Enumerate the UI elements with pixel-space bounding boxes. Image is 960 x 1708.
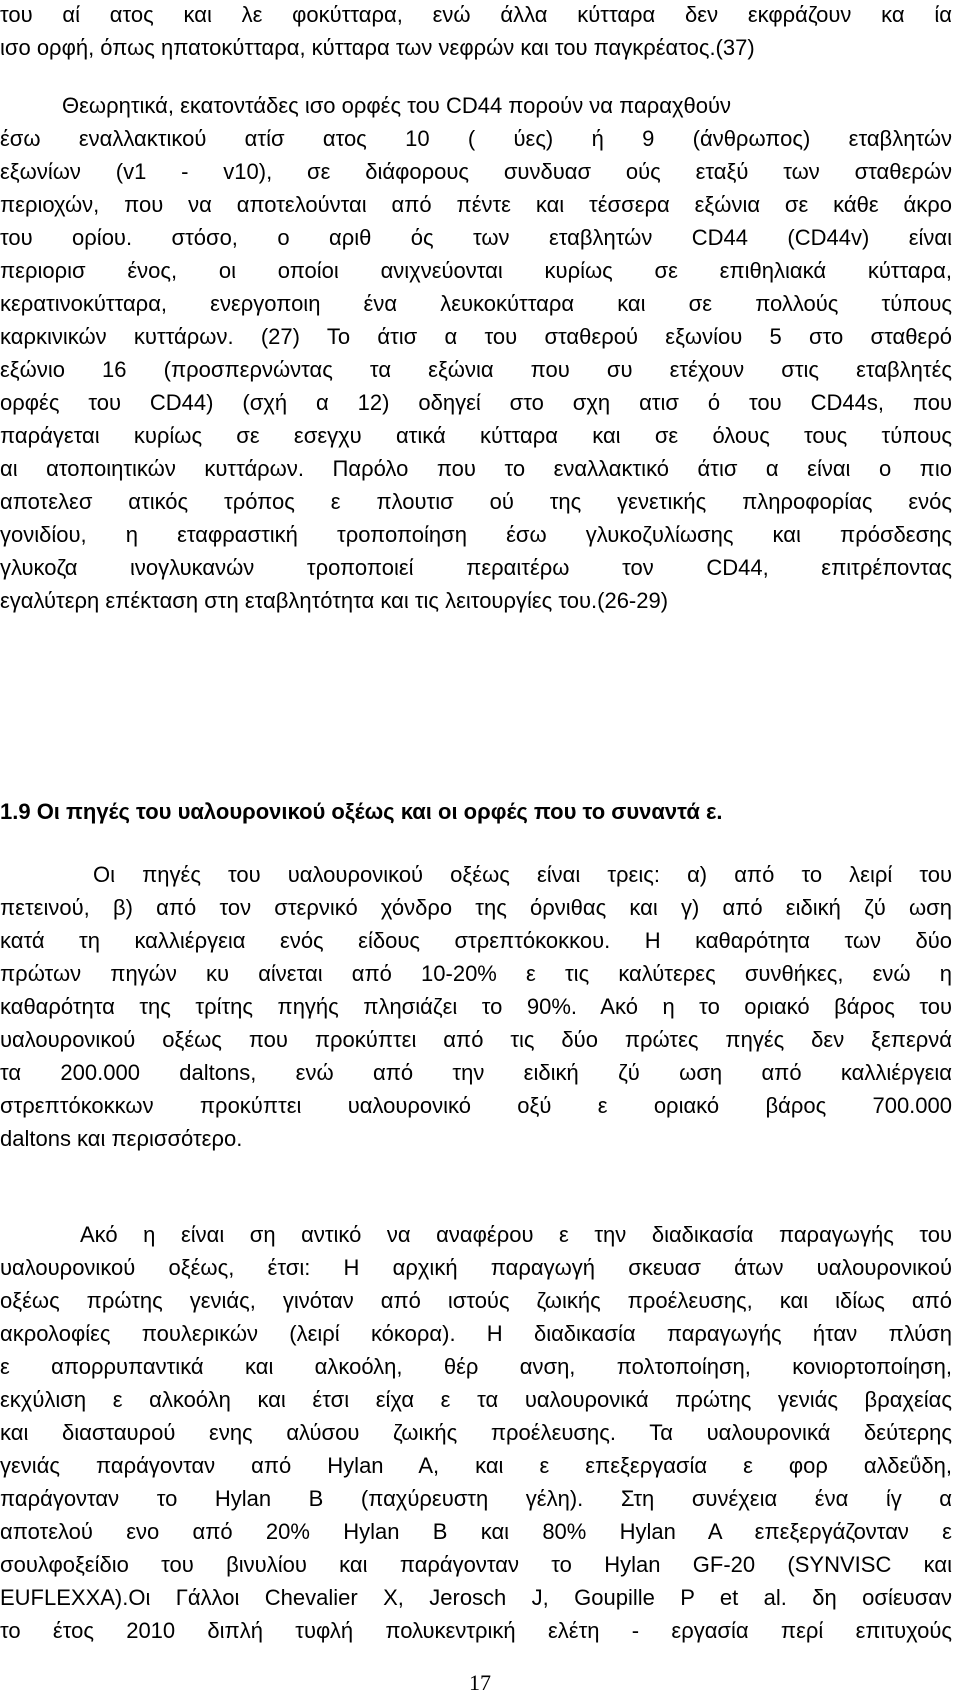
paragraph-4-line: ε απορρυπαντικά και αλκοόλη, θέρ ανση, πολτοποίηση, κονιορτοποίηση, xyxy=(0,1354,952,1379)
paragraph-1-line: του αί ατος και λε φοκύτταρα, ενώ άλλα κύτταρα δεν εκφράζουν κα ία xyxy=(0,2,952,27)
paragraph-4-line: αποτελού ενο από 20% Hylan B και 80% Hylan A επεξεργάζονταν ε xyxy=(0,1519,952,1544)
paragraph-2-line: Θεωρητικά, εκατοντάδες ισο ορφές του CD44 πορούν να παραχθούν xyxy=(62,93,732,118)
page-number: 17 xyxy=(469,1670,491,1695)
paragraph-2-line: παράγεται κυρίως σε εσεγχυ ατικά κύτταρα και σε όλους τους τύπους xyxy=(0,423,952,448)
paragraph-1-line: ισο ορφή, όπως ηπατοκύτταρα, κύτταρα των νεφρών και του παγκρέατος.(37) xyxy=(0,35,755,60)
paragraph-3-line: κατά τη καλλιέργεια ενός είδους στρεπτόκοκκου. Η καθαρότητα των δύο xyxy=(0,928,952,953)
paragraph-4-line: Ακό η είναι ση αντικό να αναφέρου ε την διαδικασία παραγωγής του xyxy=(80,1222,952,1247)
paragraph-2-line: του ορίου. στόσο, ο αριθ ός των εταβλητών CD44 (CD44v) είναι xyxy=(0,225,952,250)
paragraph-3-line: καθαρότητα της τρίτης πηγής πλησιάζει το 90%. Ακό η το οριακό βάρος του xyxy=(0,994,952,1019)
paragraph-4-line: γενιάς παράγονταν από Hylan A, και ε επεξεργασία ε φορ αλδεΰδη, xyxy=(0,1453,952,1478)
paragraph-2-line: αποτελεσ ατικός τρόπος ε πλουτισ ού της γενετικής πληροφορίας ενός xyxy=(0,489,952,514)
paragraph-2-line: κερατινοκύτταρα, ενεργοποιη ένα λευκοκύτταρα και σε πολλούς τύπους xyxy=(0,291,952,316)
paragraph-2-line: περιοχών, που να αποτελούνται από πέντε και τέσσερα εξώνια σε κάθε άκρο xyxy=(0,192,952,217)
paragraph-3-line: πετεινού, β) από τον στερνικό χόνδρο της όρνιθας και γ) από ειδική ζύ ωση xyxy=(0,895,952,920)
paragraph-2-line: έσω εναλλακτικού ατίσ ατος 10 ( ύες) ή 9 (άνθρωπος) εταβλητών xyxy=(0,126,952,151)
paragraph-2-line: ορφές του CD44) (σχή α 12) οδηγεί στο σχη ατισ ό του CD44s, που xyxy=(0,390,952,415)
paragraph-4-line: σουλφοξείδιο του βινυλίου και παράγονταν το Hylan GF-20 (SYNVISC και xyxy=(0,1552,952,1577)
paragraph-4-line: το έτος 2010 διπλή τυφλή πολυκεντρική ελέτη - εργασία περί επιτυχούς xyxy=(0,1618,952,1643)
paragraph-2-line: εξωνίων (v1 - v10), σε διάφορους συνδυασ ούς εταξύ των σταθερών xyxy=(0,159,952,184)
paragraph-4-line: υαλουρονικού οξέως, έτσι: Η αρχική παραγωγή σκευασ άτων υαλουρονικού xyxy=(0,1255,952,1280)
paragraph-4-line: ακρολοφίες πουλερικών (λειρί κόκορα). Η διαδικασία παραγωγής ήταν πλύση xyxy=(0,1321,952,1346)
paragraph-4-line: εκχύλιση ε αλκοόλη και έτσι είχα ε τα υαλουρονικά πρώτης γενιάς βραχείας xyxy=(0,1387,952,1412)
paragraph-2-line: γονιδίου, η εταφραστική τροποποίηση έσω γλυκοζυλίωσης και πρόσδεσης xyxy=(0,522,952,547)
paragraph-2-line: αι ατοποιητικών κυττάρων. Παρόλο που το εναλλακτικό άτισ α είναι ο πιο xyxy=(0,456,952,481)
paragraph-4-line: EUFLEXXA).Οι Γάλλοι Chevalier X, Jerosch J, Goupille P et al. δη οσίευσαν xyxy=(0,1585,952,1610)
paragraph-3-line: πρώτων πηγών κυ αίνεται από 10-20% ε τις καλύτερες συνθήκες, ενώ η xyxy=(0,961,952,986)
paragraph-2-line: καρκινικών κυττάρων. (27) Το άτισ α του σταθερού εξωνίου 5 στο σταθερό xyxy=(0,324,952,349)
paragraph-3-line: Οι πηγές του υαλουρονικού οξέως είναι τρεις: α) από το λειρί του xyxy=(93,862,952,887)
paragraph-4-line: παράγονταν το Hylan B (παχύρευστη γέλη). Στη συνέχεια ένα ίγ α xyxy=(0,1486,952,1511)
paragraph-4-line: οξέως πρώτης γενιάς, γινόταν από ιστούς ζωικής προέλευσης, και ιδίως από xyxy=(0,1288,952,1313)
paragraph-3-line: daltons και περισσότερο. xyxy=(0,1126,243,1151)
paragraph-2-line: εξώνιο 16 (προσπερνώντας τα εξώνια που συ ετέχουν στις εταβλητές xyxy=(0,357,952,382)
paragraph-3-line: τα 200.000 daltons, ενώ από την ειδική ζύ ωση από καλλιέργεια xyxy=(0,1060,952,1085)
section-heading: 1.9 Οι πηγές του υαλουρονικού οξέως και οι ορφές που το συναντά ε. xyxy=(0,799,723,824)
paragraph-3-line: στρεπτόκοκκων προκύπτει υαλουρονικό οξύ ε οριακό βάρος 700.000 xyxy=(0,1093,952,1118)
paragraph-2-line: εγαλύτερη επέκταση στη εταβλητότητα και τις λειτουργίες του.(26-29) xyxy=(0,588,669,613)
paragraph-4-line: και διασταυρού ενης αλύσου ζωικής προέλευσης. Τα υαλουρονικά δεύτερης xyxy=(0,1420,952,1445)
paragraph-2-line: περιορισ ένος, οι οποίοι ανιχνεύονται κυρίως σε επιθηλιακά κύτταρα, xyxy=(0,258,952,283)
paragraph-3-line: υαλουρονικού οξέως που προκύπτει από τις δύο πρώτες πηγές δεν ξεπερνά xyxy=(0,1027,952,1052)
paragraph-2-line: γλυκοζα ινογλυκανών τροποποιεί περαιτέρω τον CD44, επιτρέποντας xyxy=(0,555,952,580)
